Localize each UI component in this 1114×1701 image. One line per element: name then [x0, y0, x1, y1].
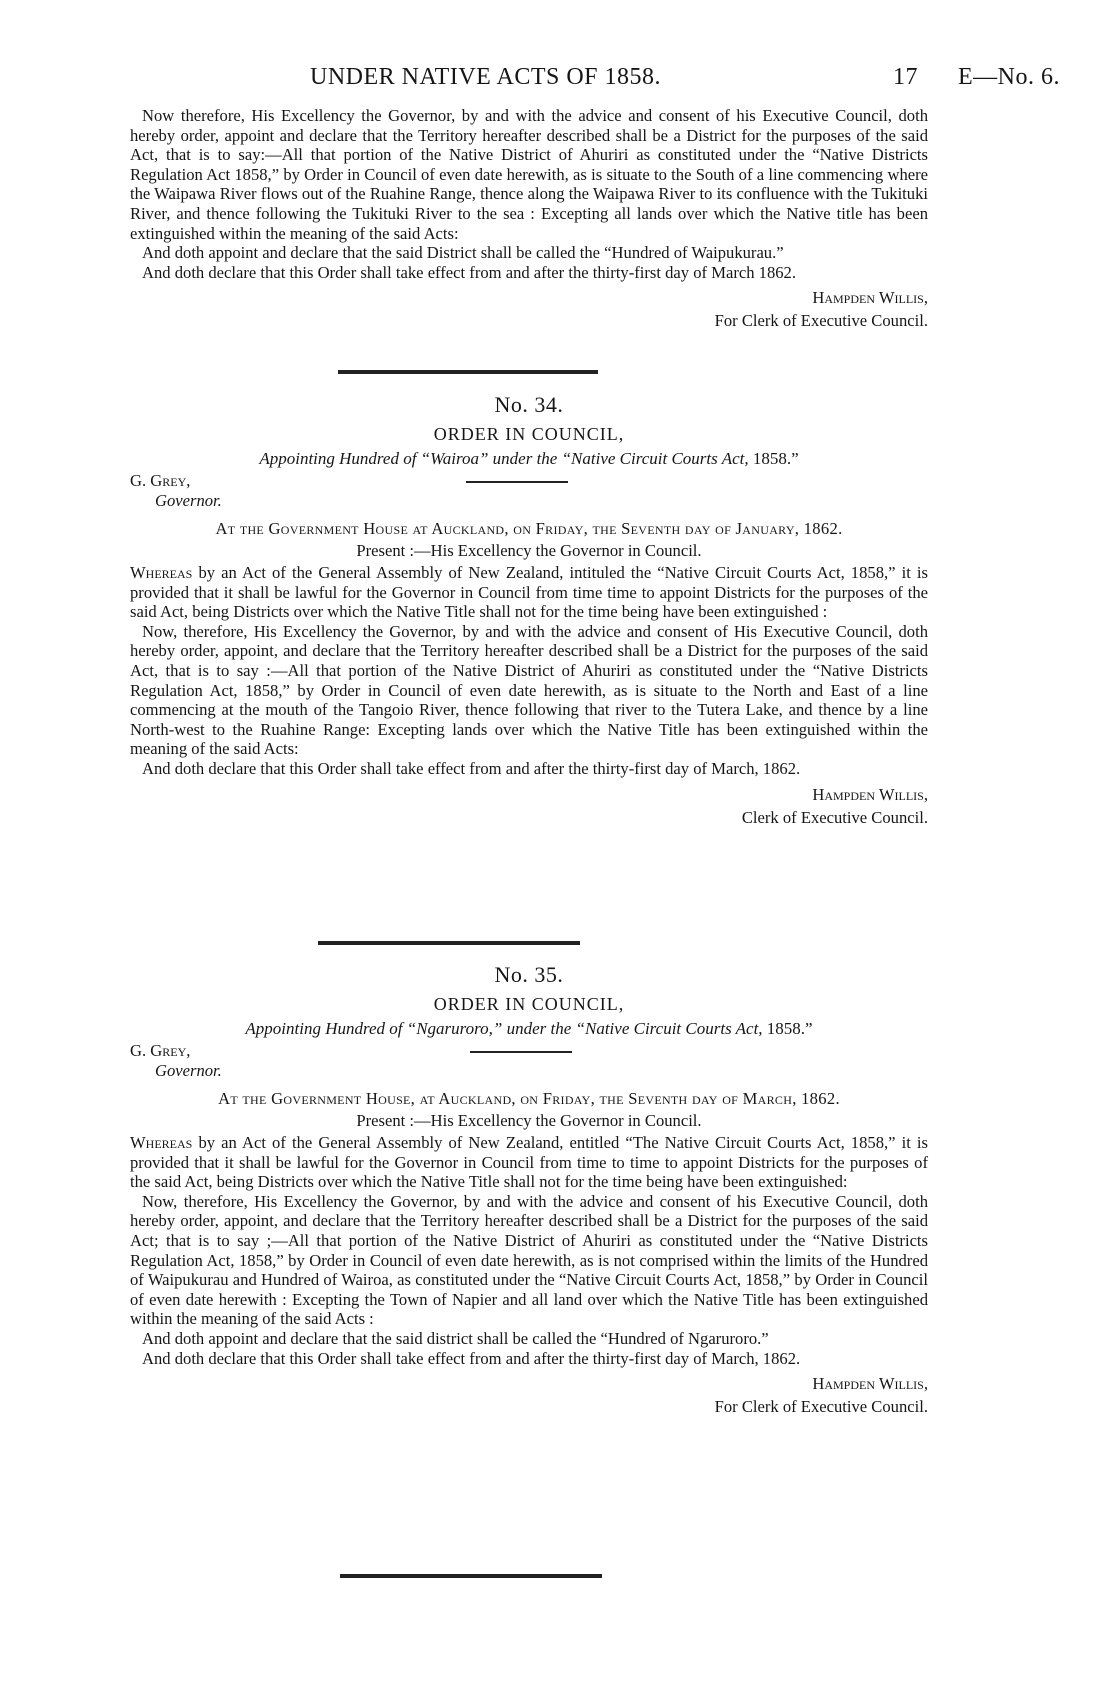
order-heading: ORDER IN COUNCIL,: [433, 994, 625, 1014]
document-reference: E—No. 6.: [958, 64, 1060, 90]
order-subject: [130, 449, 928, 469]
present-line: Present :—His Excellency the Governor in Council.: [356, 541, 702, 560]
hundred-name: Wairoa: [430, 449, 479, 468]
signature-block: [130, 1372, 928, 1418]
order-paragraph: And doth declare that this Order shall take effect from and after the thirty-first day of March, 1862.: [142, 758, 801, 778]
governor-name: G. Grey,: [130, 471, 191, 490]
act-year: 1858.”: [762, 1019, 813, 1038]
governor-signature: [130, 471, 928, 513]
act-name: Native Circuit Courts Act,: [571, 449, 749, 468]
signature-block: [130, 286, 928, 332]
section-divider: [340, 1574, 602, 1578]
order-paragraph: And doth declare that this Order shall take effect from and after the thirty-first day of March 1862.: [142, 262, 796, 282]
signatory-name: Hampden Willis,: [812, 784, 928, 804]
whereas-paragraph: [130, 563, 928, 622]
order-paragraph: Now therefore, His Excellency the Governor, by and with the advice and consent of his Executive Council, doth hereby order, appoint and declare that the Territory hereafter described shall be a District for the purposes of the said Act, that is to say:—All that portion of the Native District of Ahuriri as constituted under the “Native Districts Regulation Act 1858,” by Order in Council of even date herewith, as is situate to the South of a line commencing where the Waipawa River flows out of the Ruahine Range, thence along the Waipawa River to its confluence with the Tukituki River, and thence following the Tukituki River to the sea : Excepting all lands over which the Native title has been extinguished within the meaning of the said Acts:: [130, 106, 928, 243]
whereas-word: Whereas: [130, 1133, 193, 1152]
subject-middle: ” under the “: [492, 1019, 585, 1038]
signatory-name: Hampden Willis,: [812, 1374, 928, 1394]
order-venue-date: At the Government House at Auckland, on Friday, the Seventh day of January, 1862.: [215, 519, 843, 538]
governor-title: Governor.: [155, 1061, 222, 1080]
act-year: 1858.”: [748, 449, 799, 468]
whereas-text: by an Act of the General Assembly of New Zealand, entitled “The Native Circuit Courts Act, 1858,” it is provided that it shall be lawful for the Governor in Council from time to time to appoint Districts for the purposes of the said Act, being Districts over which the Native Title shall not for the time being have been extinguished:: [130, 1133, 928, 1192]
order-paragraph: Now, therefore, His Excellency the Governor, by and with the advice and consent of His Executive Council, doth hereby order, appoint, and declare that the Territory hereafter described shall be a District for the purposes of the said Act, that is to say :—All that portion of the Native District of Ahuriri as constituted under the “Native Districts Regulation Act, 1858,” by Order in Council of even date herewith, as is situate to the North and East of a line commencing at the mouth of the Tangoio River, thence following that river to the Tutera Lake, and thence by a line North-west to the Ruahine Range: Excepting lands over which the Native Title has been extinguished within the meaning of the said Acts:: [130, 621, 928, 759]
order-number: No. 34.: [494, 392, 564, 417]
governor-signature: [130, 1041, 928, 1083]
order-subject: [130, 1019, 928, 1039]
order-no-35: [130, 962, 928, 1418]
section-divider: [318, 941, 580, 945]
whereas-paragraph: [130, 1133, 928, 1192]
subject-prefix: Appointing Hundred of “: [245, 1019, 417, 1038]
whereas-text: by an Act of the General Assembly of New Zealand, intituled the “Native Circuit Courts Act, 1858,” it is provided that it shall be lawful for the Governor in Council from time time to appoint Districts for the purposes of the said Act, being Districts over which the Native Title shall not for the time being have been extinguished :: [130, 563, 928, 622]
order-waipukurau-continuation: [130, 106, 928, 332]
running-title: UNDER NATIVE ACTS OF 1858.: [310, 64, 662, 90]
short-divider: [470, 1051, 572, 1053]
order-venue-date: At the Government House, at Auckland, on Friday, the Seventh day of March, 1862.: [218, 1089, 840, 1108]
act-name: Native Circuit Courts Act,: [584, 1019, 763, 1038]
subject-prefix: Appointing Hundred of “: [259, 449, 431, 468]
page-header: [0, 64, 1114, 96]
signatory-name: Hampden Willis,: [812, 288, 928, 308]
governor-title: Governor.: [155, 491, 222, 510]
page-number: 17: [893, 64, 918, 90]
hundred-name: Ngaruroro,: [416, 1019, 493, 1038]
order-paragraph: And doth appoint and declare that the said district shall be called the “Hundred of Ngaruroro.”: [142, 1328, 769, 1348]
order-paragraph: And doth appoint and declare that the said District shall be called the “Hundred of Waipukurau.”: [142, 243, 784, 263]
order-heading: ORDER IN COUNCIL,: [433, 424, 625, 444]
whereas-word: Whereas: [130, 563, 193, 582]
subject-middle: ” under the “: [478, 449, 572, 468]
order-number: No. 35.: [494, 962, 564, 987]
governor-name: G. Grey,: [130, 1041, 191, 1060]
signatory-title: Clerk of Executive Council.: [741, 807, 928, 827]
order-paragraph: Now, therefore, His Excellency the Governor, by and with the advice and consent of his Executive Council, doth hereby order, appoint, and declare that the Territory hereafter described shall be a District for the purposes of the said Act; that is to say ;—All that portion of the Native District of Ahuriri as constituted under the “Native Districts Regulation Act, 1858,” by Order in Council of even date herewith, as is not comprised within the limits of the Hundred of Waipukurau and Hundred of Wairoa, as constituted under the “Native Circuit Courts Act, 1858,” by Order in Council of even date herewith : Excepting the Town of Napier and all land over which the Native Title has been extinguished within the meaning of the said Acts :: [130, 1191, 928, 1329]
signatory-title: For Clerk of Executive Council.: [714, 311, 928, 331]
order-paragraph: And doth declare that this Order shall take effect from and after the thirty-first day of March, 1862.: [142, 1348, 801, 1368]
present-line: Present :—His Excellency the Governor in Council.: [356, 1111, 702, 1130]
signatory-title: For Clerk of Executive Council.: [714, 1397, 928, 1417]
section-divider: [338, 370, 598, 374]
short-divider: [466, 481, 568, 483]
signature-block: [130, 783, 928, 829]
order-no-34: [130, 392, 928, 829]
